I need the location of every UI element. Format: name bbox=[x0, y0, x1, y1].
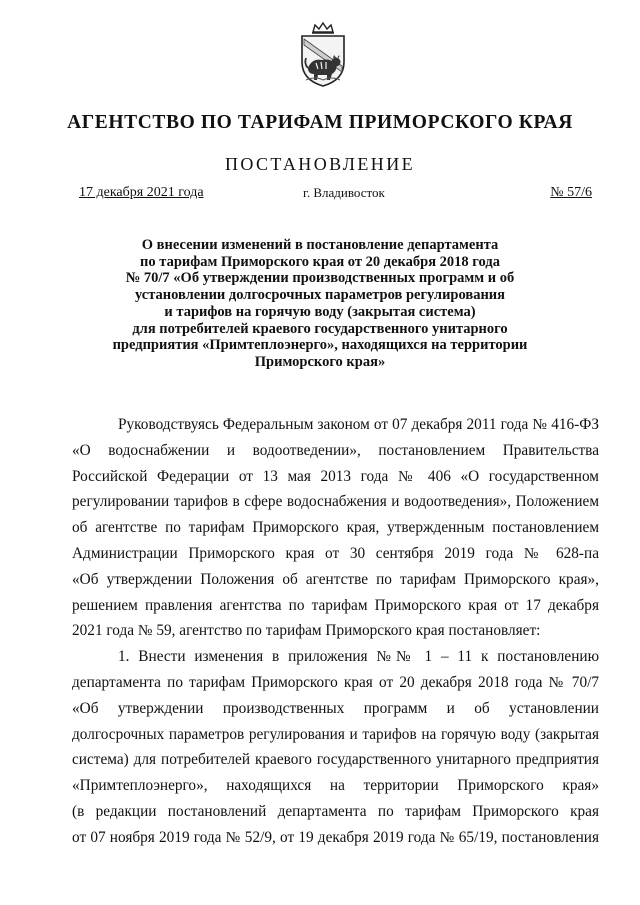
document-type: ПОСТАНОВЛЕНИЕ bbox=[224, 154, 416, 174]
document-city: г. Владивосток bbox=[303, 185, 385, 200]
preamble-line: Российской Федерации от 13 мая 2013 года № 406 «О государственном bbox=[72, 467, 599, 485]
clause-line: «Об утверждении производственных программ и об установлении bbox=[72, 699, 599, 717]
clause-line: департамента по тарифам Приморского края от 20 декабря 2018 года № 70/7 bbox=[72, 673, 599, 691]
preamble-line: регулировании тарифов в сфере водоснабжения и водоотведения», Положением bbox=[72, 493, 599, 511]
subject-line: по тарифам Приморского края от 20 декабря 2018 года bbox=[140, 253, 500, 270]
preamble-line: 2021 года № 59, агентство по тарифам Приморского края постановляет: bbox=[72, 622, 541, 640]
preamble-line: решением правления агентства по тарифам Приморского края от 17 декабря bbox=[72, 596, 599, 614]
document-subject bbox=[60, 237, 580, 371]
coat-of-arms-icon bbox=[296, 22, 350, 88]
clause-line: система) для потребителей краевого государственного унитарного предприятия bbox=[72, 751, 599, 769]
subject-line: предприятия «Примтеплоэнерго», находящихся на территории bbox=[112, 337, 528, 354]
document-date: 17 декабря 2021 года bbox=[79, 185, 204, 200]
agency-title: АГЕНТСТВО ПО ТАРИФАМ ПРИМОРСКОГО КРАЯ bbox=[67, 112, 573, 133]
subject-line: и тарифов на горячую воду (закрытая система) bbox=[164, 303, 476, 320]
subject-line: № 70/7 «Об утверждении производственных программ и об bbox=[125, 270, 515, 287]
subject-line: Приморского края» bbox=[254, 353, 386, 370]
preamble-line: «Об утверждении Положения об агентстве по тарифам Приморского края», bbox=[72, 570, 599, 588]
clause-line: от 07 ноября 2019 года № 52/9, от 19 декабря 2019 года № 65/19, постановления bbox=[72, 828, 599, 846]
subject-line: О внесении изменений в постановление департамента bbox=[141, 237, 499, 253]
subject-line: установлении долгосрочных параметров регулирования bbox=[134, 287, 506, 304]
document-number: № 57/6 bbox=[550, 185, 592, 200]
preamble-line: Администрации Приморского края от 30 сентября 2019 года № 628-па bbox=[72, 544, 599, 562]
preamble-line: Руководствуясь Федеральным законом от 07 декабря 2011 года № 416-ФЗ bbox=[118, 416, 599, 433]
clause-line: «Примтеплоэнерго», находящихся на территории Приморского края» bbox=[72, 777, 599, 795]
subject-line: для потребителей краевого государственного унитарного bbox=[132, 320, 508, 337]
clause-line: (в редакции постановлений департамента по тарифам Приморского края bbox=[72, 802, 599, 820]
document-body bbox=[72, 412, 599, 851]
clause-line: долгосрочных параметров регулирования и тарифов на горячую воду (закрытая bbox=[72, 725, 599, 743]
clause-line: 1. Внести изменения в приложения №№ 1 – 11 к постановлению bbox=[118, 648, 599, 666]
preamble-line: об агентстве по тарифам Приморского края, утвержденным постановлением bbox=[72, 519, 599, 537]
preamble-line: «О водоснабжении и водоотведении», постановлением Правительства bbox=[72, 441, 599, 459]
